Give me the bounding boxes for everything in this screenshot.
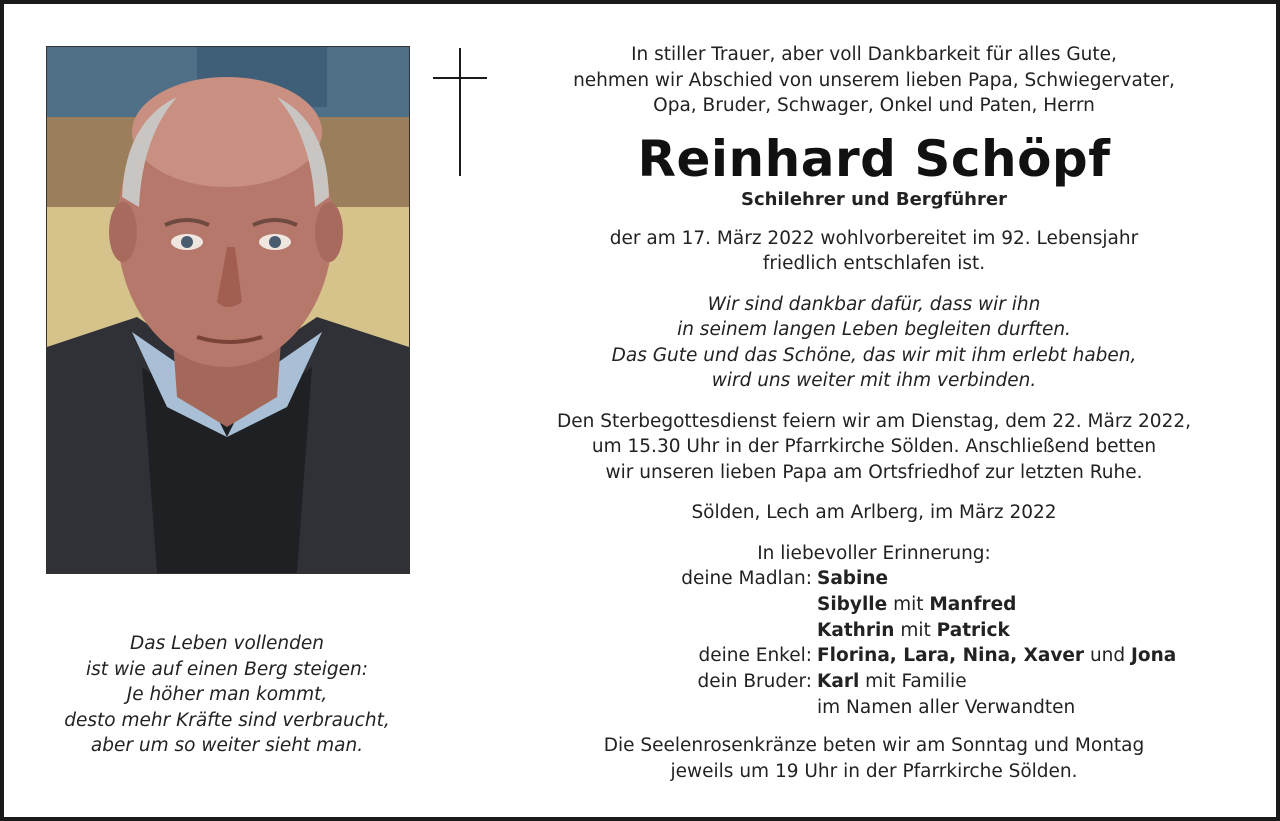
verse-line: Das Gute und das Schöne, das wir mit ihm erlebt haben, bbox=[611, 344, 1137, 366]
portrait-illustration bbox=[47, 47, 409, 573]
memory-heading: In liebevoller Erinnerung: bbox=[757, 542, 991, 564]
family-row bbox=[504, 592, 1244, 618]
death-notice bbox=[504, 226, 1244, 277]
intro-line: In stiller Trauer, aber voll Dankbarkeit für alles Gute, bbox=[631, 44, 1117, 65]
family-member: Jona bbox=[1131, 645, 1177, 667]
quote-line: Das Leben vollenden bbox=[129, 633, 325, 654]
family-connector: und bbox=[1084, 645, 1132, 667]
deceased-name: Reinhard Schöpf bbox=[637, 129, 1111, 188]
family-members bbox=[817, 566, 888, 592]
portrait-photo bbox=[46, 46, 410, 574]
verse-line: Wir sind dankbar dafür, dass wir ihn bbox=[707, 293, 1041, 315]
funeral-notice bbox=[504, 409, 1244, 486]
family-member: Sabine bbox=[817, 568, 889, 589]
funeral-line: wir unseren lieben Papa am Ortsfriedhof zur letzten Ruhe. bbox=[605, 461, 1143, 483]
verse-line: wird uns weiter mit ihm verbinden. bbox=[711, 370, 1037, 391]
family-row bbox=[504, 566, 1244, 592]
family-member: Manfred bbox=[929, 593, 1017, 615]
intro-line: Opa, Bruder, Schwager, Onkel und Paten, Herrn bbox=[653, 95, 1095, 116]
quote-line: Je höher man kommt, bbox=[126, 684, 328, 705]
rosary-notice bbox=[504, 733, 1244, 784]
main-text bbox=[504, 42, 1244, 566]
family-member: Sibylle bbox=[817, 593, 888, 615]
cross-icon-vertical bbox=[459, 48, 461, 176]
funeral-line: Den Sterbegottesdienst feiern wir am Dienstag, dem 22. März 2022, bbox=[556, 410, 1191, 432]
profession: Schilehrer und Bergführer bbox=[741, 188, 1007, 210]
family-member: Kathrin bbox=[817, 619, 895, 641]
family-members: im Namen aller Verwandten bbox=[817, 696, 1076, 718]
rosary-line: jeweils um 19 Uhr in der Pfarrkirche Sölden. bbox=[670, 760, 1078, 782]
verse bbox=[504, 292, 1244, 394]
family-row bbox=[504, 643, 1244, 669]
quote-line: desto mehr Kräfte sind verbraucht, bbox=[64, 709, 390, 731]
rosary-line: Die Seelenrosenkränze beten wir am Sonntag und Montag bbox=[603, 735, 1145, 756]
family-members bbox=[817, 669, 967, 695]
family-member: Patrick bbox=[936, 619, 1010, 641]
place-date: Sölden, Lech am Arlberg, im März 2022 bbox=[691, 502, 1057, 523]
family-members bbox=[817, 643, 1176, 669]
verse-line: in seinem langen Leben begleiten durften. bbox=[677, 319, 1071, 340]
family-connector: mit bbox=[887, 593, 930, 615]
cross-icon-horizontal bbox=[433, 77, 487, 79]
quote-line: ist wie auf einen Berg steigen: bbox=[86, 658, 368, 680]
family-connector: mit Familie bbox=[859, 671, 967, 693]
family-row bbox=[504, 669, 1244, 695]
death-line: friedlich entschlafen ist. bbox=[762, 253, 986, 274]
family-members bbox=[817, 618, 1010, 644]
death-line: der am 17. März 2022 wohlvorbereitet im 92. Lebensjahr bbox=[609, 227, 1139, 249]
family-role: dein Bruder: bbox=[697, 671, 812, 693]
funeral-line: um 15.30 Uhr in der Pfarrkirche Sölden. Anschließend betten bbox=[591, 436, 1157, 457]
mountain-quote bbox=[46, 631, 408, 759]
family-row bbox=[504, 618, 1244, 644]
family-members bbox=[817, 592, 1016, 618]
family-connector: mit bbox=[894, 619, 937, 641]
family-member: Florina, Lara, Nina, Xaver bbox=[817, 645, 1085, 667]
intro-line: nehmen wir Abschied von unserem lieben Papa, Schwiegervater, bbox=[573, 69, 1175, 91]
family-list bbox=[504, 566, 1244, 721]
family-role: deine Madlan: bbox=[681, 568, 812, 589]
quote-line: aber um so weiter sieht man. bbox=[90, 735, 364, 756]
family-role: deine Enkel: bbox=[698, 645, 812, 667]
family-member: Karl bbox=[817, 671, 860, 693]
family-row bbox=[504, 695, 1244, 721]
